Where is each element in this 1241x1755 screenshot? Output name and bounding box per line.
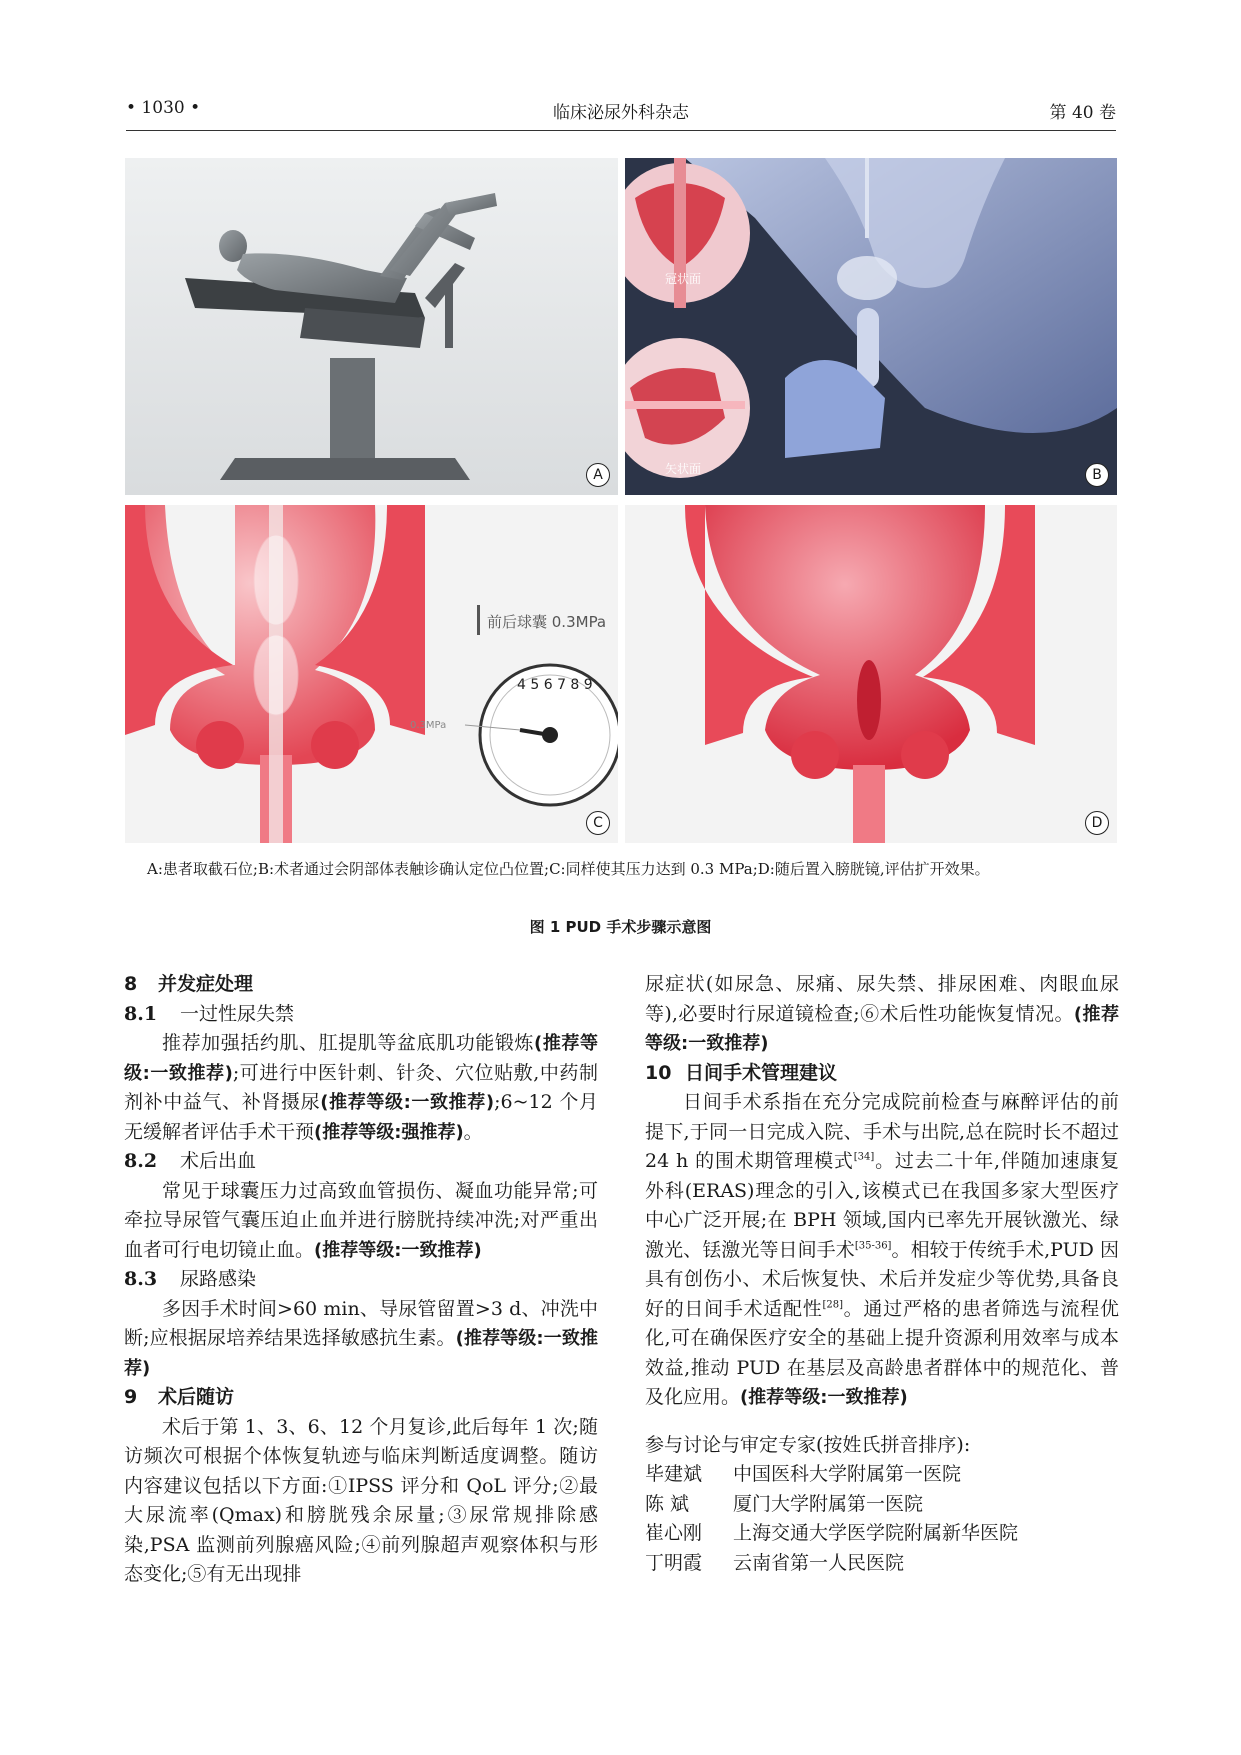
paragraph: 多因手术时间>60 min、导尿管留置>3 d、冲洗中断;应根据尿培养结果选择敏感抗生素。(推荐等级:一致推荐) xyxy=(124,1297,598,1379)
figure-caption: A:患者取截石位;B:术者通过会阴部体表触诊确认定位凸位置;C:同样使其压力达到 0.3 MPa;D:随后置入膀胱镜,评估扩开效果。 xyxy=(147,860,990,878)
figure-panel-a xyxy=(125,158,618,495)
figure-panel-d xyxy=(625,505,1117,843)
panel-badge: D xyxy=(1085,811,1109,835)
running-header xyxy=(126,98,1116,128)
page-number: • 1030 • xyxy=(126,98,201,118)
figure-panel-b xyxy=(625,158,1117,495)
panel-badge: B xyxy=(1085,463,1109,487)
expert-entry: 崔心刚 上海交通大学医学院附属新华医院 xyxy=(645,1522,1019,1544)
coronal-plane-label: 冠状面 xyxy=(665,272,702,286)
balloon-dilation-illustration xyxy=(125,505,618,843)
lithotomy-chair-illustration xyxy=(125,158,618,495)
figure-title: 图 1 PUD 手术步骤示意图 xyxy=(529,918,712,936)
journal-name: 临床泌尿外科杂志 xyxy=(553,103,689,123)
section-heading: 8 并发症处理 xyxy=(124,973,254,995)
balloon-pressure-label: 前后球囊 0.3MPa xyxy=(487,613,607,631)
citation[interactable]: [34] xyxy=(853,1151,875,1163)
citation[interactable]: [35-36] xyxy=(854,1240,892,1252)
right-column xyxy=(645,970,1119,1578)
expert-entry: 陈 斌 厦门大学附属第一医院 xyxy=(645,1492,924,1515)
figure-panel-c xyxy=(125,505,618,843)
subsection-heading: 8.1 一过性尿失禁 xyxy=(124,1002,295,1025)
expert-entry: 丁明霞 云南省第一人民医院 xyxy=(645,1551,905,1574)
paragraph: 日间手术系指在充分完成院前检查与麻醉评估的前提下,于同一日完成入院、手术与出院,总在院时长不超过 24 h 的围术期管理模式[34]。过去二十年,伴随加速康复外科(ERAS)理念的引入,该模式已在我国多家大型医疗中心广泛开展;在 BPH 领域,国内已率先开展钬激光、绿激光、铥激光等日间手术[35-36]。相较于传统手术,PUD 因具有创伤小、术后恢复快、术后并发症少等优势,具备良好的日间手术适配性[28]。通过严格的患者筛选与流程优化,可在确保医疗安全的基础上提升资源利用效率与成本效益,推动 PUD 在基层及高龄患者群体中的规范化、普及化应用。(推荐等级:一致推荐) xyxy=(645,1091,1120,1408)
svg-text:4 5 6 7 8 9: 4 5 6 7 8 9 xyxy=(517,677,593,693)
paragraph: 常见于球囊压力过高致血管损伤、凝血功能异常;可牵拉导尿管气囊压迫止血并进行膀胱持续冲洗;对严重出血者可行电切镜止血。(推荐等级:一致推荐) xyxy=(124,1179,598,1261)
paragraph: 推荐加强括约肌、肛提肌等盆底肌功能锻炼(推荐等级:一致推荐);可进行中医针刺、针灸、穴位贴敷,中药制剂补中益气、补肾摄尿(推荐等级:一致推荐);6~12 个月无缓解者评估手术干预(推荐等级:强推荐)。 xyxy=(124,1032,598,1143)
subsection-heading: 8.2 术后出血 xyxy=(124,1150,257,1172)
paragraph: 尿症状(如尿急、尿痛、尿失禁、排尿困难、肉眼血尿等),必要时行尿道镜检查;⑥术后性功能恢复情况。(推荐等级:一致推荐) xyxy=(645,973,1119,1054)
volume-label: 第 40 卷 xyxy=(1049,103,1116,123)
header-rule xyxy=(126,130,1116,131)
expert-entry: 毕建斌 中国医科大学附属第一医院 xyxy=(645,1463,962,1485)
subsection-heading: 8.3 尿路感染 xyxy=(124,1268,257,1290)
perineal-palpation-illustration xyxy=(625,158,1117,495)
section-heading: 10 日间手术管理建议 xyxy=(645,1061,838,1084)
left-column xyxy=(124,970,598,1590)
sagittal-plane-label: 矢状面 xyxy=(665,462,702,476)
panel-badge: A xyxy=(586,463,610,487)
experts-heading: 参与讨论与审定专家(按姓氏拼音排序): xyxy=(645,1433,971,1456)
post-dilation-illustration xyxy=(625,505,1117,843)
gauge-mark-label: 0.3MPa xyxy=(410,720,447,731)
citation[interactable]: [28] xyxy=(822,1299,843,1311)
panel-badge: C xyxy=(586,811,610,835)
section-heading: 9 术后随访 xyxy=(124,1386,235,1408)
paragraph: 术后于第 1、3、6、12 个月复诊,此后每年 1 次;随访频次可根据个体恢复轨迹与临床判断适度调整。随访内容建议包括以下方面:①IPSS 评分和 QoL 评分;②最大尿流率(Qmax)和膀胱残余尿量;③尿常规排除感染,PSA 监测前列腺癌风险;④前列腺超声观察体积与形态变化;⑤有无出现排 xyxy=(124,1415,598,1585)
